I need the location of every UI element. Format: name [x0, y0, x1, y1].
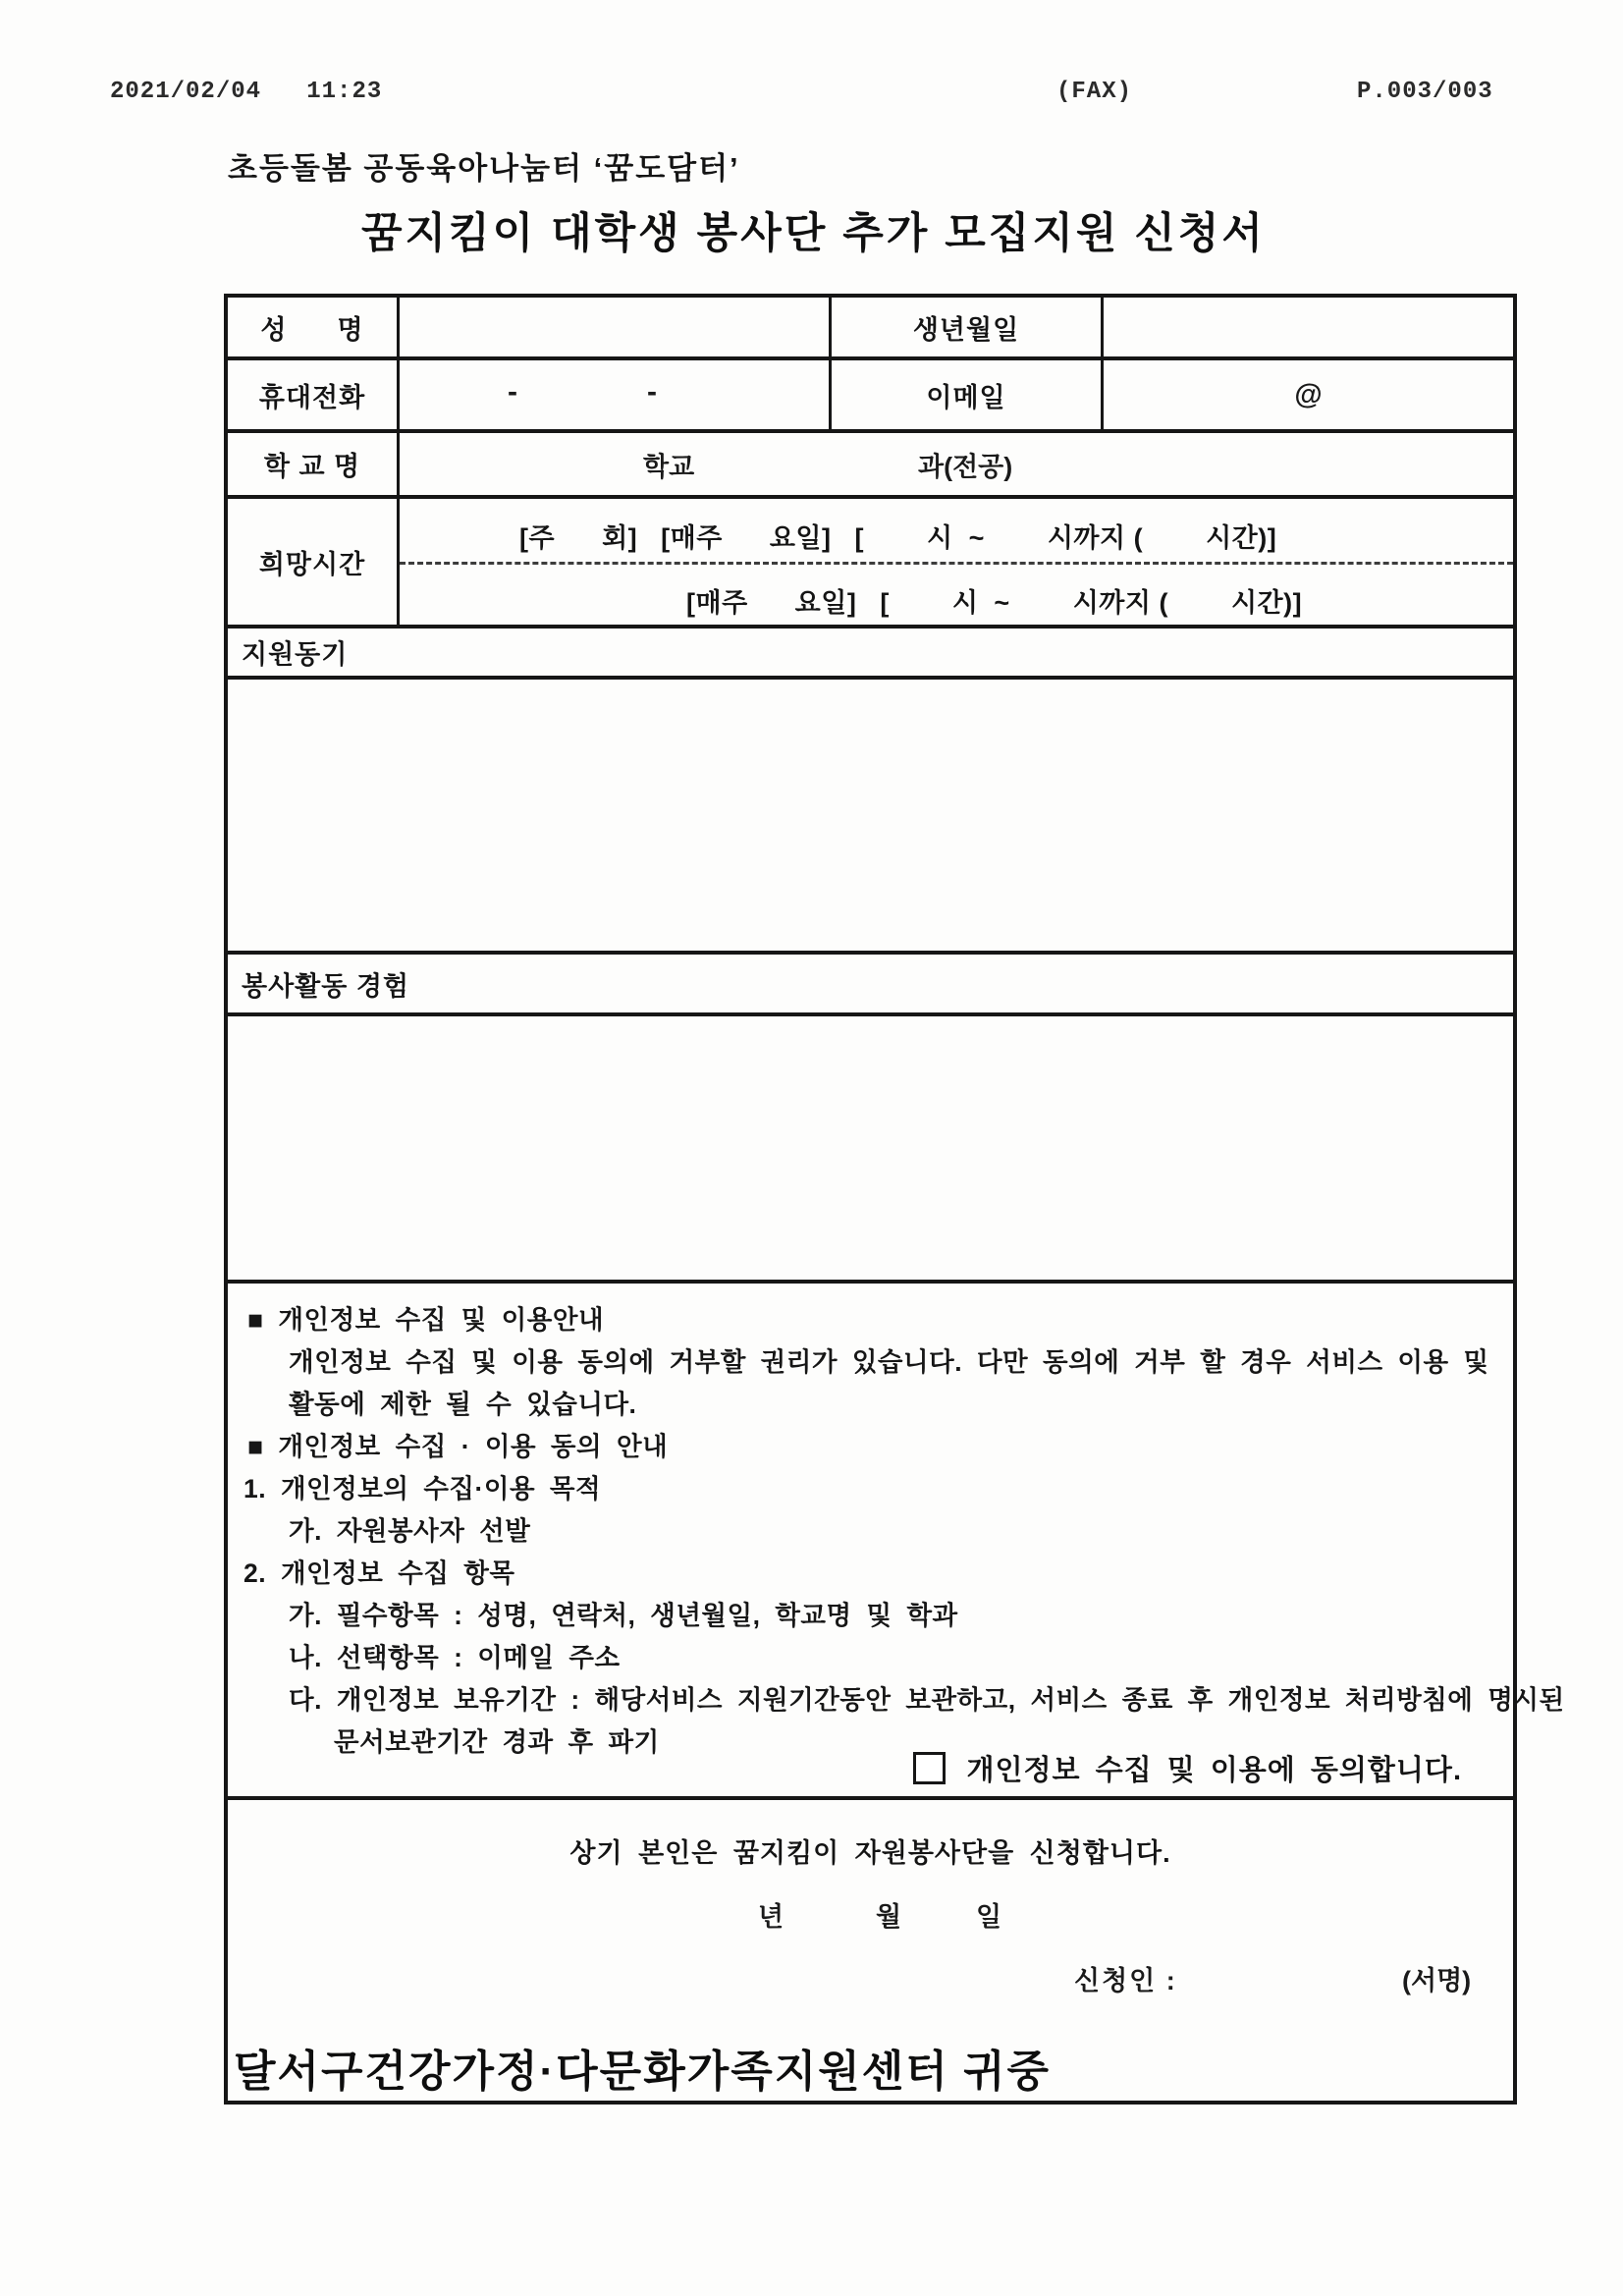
row-phone-email [228, 360, 1513, 433]
school-label: 학 교 명 [228, 433, 400, 495]
time-slot-line-1: [주 회] [매주 요일] [ 시 ~ 시까지 ( 시간)] [519, 523, 1277, 553]
privacy-line: 나. 선택항목 : 이메일 주소 [289, 1643, 621, 1672]
row-desired-time [228, 499, 1513, 629]
privacy-line: ■ 개인정보 수집 · 이용 동의 안내 [247, 1432, 669, 1461]
time-slot-divider [400, 562, 1513, 565]
privacy-line: ■ 개인정보 수집 및 이용안내 [247, 1305, 605, 1335]
privacy-line: 문서보관기간 경과 후 파기 [334, 1727, 660, 1757]
form-title: 꿈지킴이 대학생 봉사단 추가 모집지원 신청서 [361, 210, 1266, 257]
phone-label: 휴대전화 [228, 360, 400, 429]
desired-time-label: 희망시간 [228, 499, 400, 625]
birthdate-label: 생년월일 [832, 298, 1104, 356]
birthdate-input-cell [1104, 298, 1513, 356]
fax-label: (FAX) [1056, 79, 1133, 105]
privacy-line: 2. 개인정보 수집 항목 [243, 1558, 515, 1588]
name-input-cell [400, 298, 832, 356]
row-school [228, 433, 1513, 499]
privacy-notice-section [228, 1284, 1565, 1800]
applicant-label: 신청인 : [1074, 1966, 1177, 1995]
privacy-line: 가. 자원봉사자 선발 [289, 1516, 531, 1546]
year-label: 년 [758, 1902, 784, 1932]
time-slot-line-2: [매주 요일] [ 시 ~ 시까지 ( 시간)] [686, 588, 1303, 618]
signature-section [228, 1800, 1513, 2101]
experience-header-row [228, 955, 1513, 1016]
name-label: 성 명 [228, 298, 400, 356]
phone-hyphen: - [647, 375, 657, 409]
consent-line [913, 1748, 1463, 1788]
recipient-line: 달서구건강가정·다문화가족지원센터 귀중 [234, 2048, 1051, 2096]
experience-label: 봉사활동 경험 [242, 971, 409, 1001]
declaration-text: 상기 본인은 꿈지킴이 자원봉사단을 신청합니다. [569, 1838, 1171, 1868]
fax-page-number: P.003/003 [1357, 79, 1493, 105]
application-form-table [224, 294, 1565, 2105]
month-label: 월 [876, 1902, 902, 1932]
privacy-line: 활동에 제한 될 수 있습니다. [289, 1390, 637, 1419]
desired-time-input-cell [400, 499, 1513, 625]
privacy-line: 가. 필수항목 : 성명, 연락처, 생년월일, 학교명 및 학과 [289, 1601, 958, 1630]
privacy-line: 다. 개인정보 보유기간 : 해당서비스 지원기간동안 보관하고, 서비스 종료 후 개인정보 처리방침에 명시된 [289, 1685, 1565, 1715]
email-label: 이메일 [832, 360, 1104, 429]
privacy-line: 1. 개인정보의 수집·이용 목적 [243, 1474, 602, 1503]
privacy-line: 개인정보 수집 및 이용 동의에 거부할 권리가 있습니다. 다만 동의에 거부 할 경우 서비스 이용 및 [289, 1347, 1489, 1377]
day-label: 일 [976, 1902, 1002, 1932]
consent-label: 개인정보 수집 및 이용에 동의합니다. [966, 1755, 1462, 1786]
motivation-label: 지원동기 [242, 639, 349, 670]
school-suffix-label: 학교 [643, 452, 695, 481]
phone-input-cell [400, 360, 832, 429]
motivation-input-area [228, 680, 1513, 955]
org-title: 초등돌봄 공동육아나눔터 ‘꿈도담터’ [228, 151, 740, 186]
email-at-sign: @ [1294, 378, 1323, 410]
experience-input-area [228, 1016, 1513, 1284]
school-input-cell [400, 433, 1513, 495]
email-input-cell [1104, 360, 1513, 429]
row-name-birth [228, 298, 1513, 360]
consent-checkbox [913, 1752, 946, 1784]
fax-timestamp: 2021/02/04 11:23 [110, 79, 383, 105]
privacy-notice-text [228, 1284, 1565, 1796]
major-suffix-label: 과(전공) [918, 452, 1013, 481]
signature-label: (서명) [1402, 1966, 1472, 1995]
motivation-header-row [228, 629, 1513, 680]
phone-hyphen: - [508, 375, 517, 409]
